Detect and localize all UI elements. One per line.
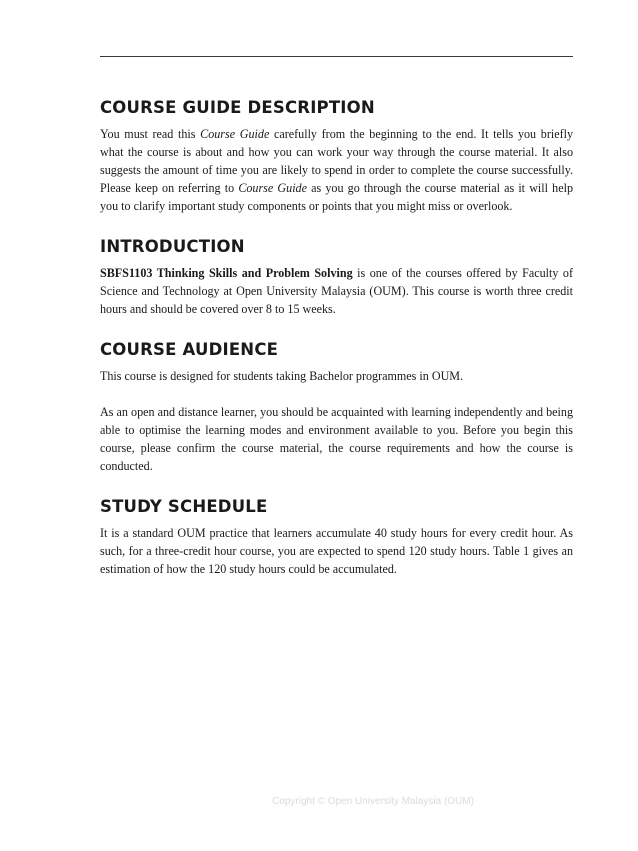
- text-run: carefully from the beginning to the end. It tells you briefly what the course is about and how you can work your way through the course material. It also suggests the amount of time you are likely to spend in order to complete the course successfully. Please keep on referring to: [100, 127, 574, 195]
- introduction-paragraph: [100, 264, 573, 318]
- page-content: [100, 98, 573, 600]
- audience-paragraph-2: As an open and distance learner, you should be acquainted with learning independently and being able to optimise the learning modes and environment available to you. Before you begin this course, please confirm the course material, the course requirements and how the course is conducted.: [100, 405, 573, 473]
- course-code-title: SBFS1103 Thinking Skills and Problem Solving: [100, 266, 353, 280]
- text-run: as you go through the course material as it will help you to clarify important study components or points that you might miss or overlook.: [100, 181, 573, 213]
- section-heading-course-guide: COURSE GUIDE DESCRIPTION: [100, 98, 375, 117]
- section-course-guide-description: [100, 98, 573, 215]
- course-guide-italic: Course Guide: [200, 127, 270, 141]
- course-guide-paragraph: [100, 125, 573, 215]
- text-run: is one of the courses offered by Faculty of Science and Technology at Open University Malaysia (OUM). This course is worth three credit hours and should be covered over 8 to 15 weeks.: [100, 266, 573, 316]
- section-course-audience: [100, 340, 573, 475]
- section-heading-audience: COURSE AUDIENCE: [100, 340, 279, 359]
- course-guide-italic: Course Guide: [238, 181, 307, 195]
- audience-paragraph-1: This course is designed for students taking Bachelor programmes in OUM.: [100, 369, 464, 383]
- section-introduction: [100, 237, 573, 318]
- section-study-schedule: [100, 497, 573, 578]
- header-rule: [100, 56, 573, 57]
- section-heading-study-schedule: STUDY SCHEDULE: [100, 497, 268, 516]
- copyright-text: Copyright © Open University Malaysia (OUM): [272, 796, 474, 807]
- copyright-footer: [0, 796, 638, 807]
- schedule-paragraph: It is a standard OUM practice that learners accumulate 40 study hours for every credit hour. As such, for a three-credit hour course, you are expected to spend 120 study hours. Table 1 gives an estimation of how the 120 study hours could be accumulated.: [100, 526, 573, 576]
- section-heading-introduction: INTRODUCTION: [100, 237, 245, 256]
- text-run: You must read this: [100, 127, 201, 141]
